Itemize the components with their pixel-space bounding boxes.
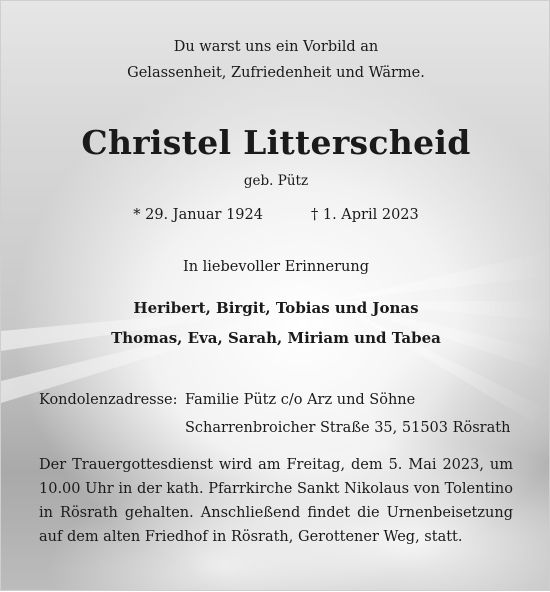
condolence-address	[39, 386, 510, 442]
condolence-line-2: Scharrenbroicher Straße 35, 51503 Rösrath	[185, 420, 511, 436]
birth-date: * 29. Januar 1924	[133, 207, 263, 223]
family-line-1: Heribert, Birgit, Tobias und Jonas	[133, 299, 419, 317]
birth-name: geb. Pütz	[243, 173, 309, 189]
death-date: † 1. April 2023	[310, 207, 419, 223]
condolence-line-1: Familie Pütz c/o Arz und Söhne	[185, 392, 416, 408]
quote-line-2: Gelassenheit, Zufriedenheit und Wärme.	[127, 65, 425, 81]
memory-line: In liebevoller Erinnerung	[182, 259, 369, 275]
deceased-name: Christel Litterscheid	[81, 123, 471, 162]
quote-line-1: Du warst uns ein Vorbild an	[173, 39, 379, 55]
condolence-label: Kondolenzadresse:	[39, 392, 178, 408]
family-names	[1, 293, 550, 353]
service-text: Der Trauergottesdienst wird am Freitag, dem 5. Mai 2023, um 10.00 Uhr in der kath. Pfarrkirche Sankt Nikolaus von Tolentino in Rösrath gehalten. Anschließend findet die Urnenbeisetzung auf dem alten Friedhof in Rösrath, Gerottener Weg, statt.	[39, 457, 513, 545]
family-line-2: Thomas, Eva, Sarah, Miriam und Tabea	[111, 329, 441, 347]
quote	[1, 34, 550, 86]
life-dates	[1, 207, 550, 223]
